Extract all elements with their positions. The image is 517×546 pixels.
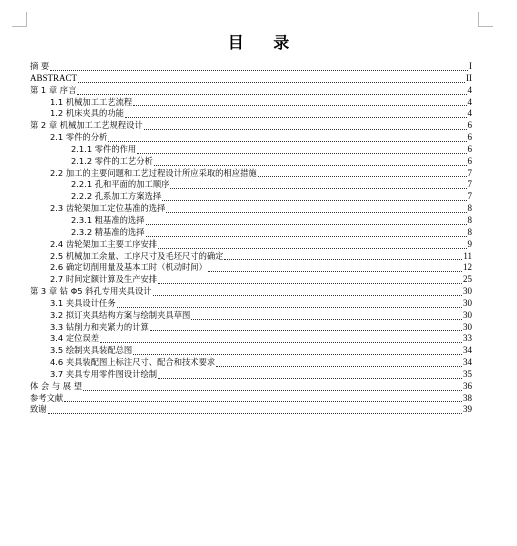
dot-leader [191, 319, 462, 320]
toc-entry-page-number: 36 [463, 380, 472, 391]
toc-entry[interactable] [30, 132, 472, 144]
toc-entry-label: 第 3 章 钻 Φ5 斜孔专用夹具设计 [30, 286, 152, 297]
dot-leader [83, 390, 462, 391]
toc-entry-label: 致谢 [30, 404, 47, 415]
toc-entry[interactable] [30, 274, 472, 286]
dot-leader [224, 259, 462, 260]
toc-entry-page-number: 12 [463, 262, 472, 273]
dot-leader [216, 366, 462, 367]
toc-entry-page-number: 39 [463, 404, 472, 415]
dot-leader [133, 105, 466, 106]
toc-entry[interactable] [30, 156, 472, 168]
dot-leader [146, 236, 467, 237]
toc-entry[interactable] [30, 393, 472, 405]
toc-entry[interactable] [30, 298, 472, 310]
toc-entry[interactable] [30, 322, 472, 334]
toc-entry-page-number: II [466, 72, 472, 83]
toc-entry[interactable] [30, 179, 472, 191]
toc-entry-label: 2.6 确定切削用量及基本工时（机动时间） [50, 262, 207, 273]
toc-entry-label: 3.5 绘制夹具装配总图 [50, 345, 133, 356]
toc-entry-page-number: 4 [467, 108, 472, 119]
toc-entry-label: 摘 要 [30, 61, 50, 71]
dot-leader [154, 165, 467, 166]
toc-entry-page-number: 6 [467, 132, 472, 143]
toc-entry-label: 2.1.2 零件的工艺分析 [71, 155, 153, 166]
toc-entry-page-number: 8 [467, 226, 472, 237]
toc-entry-page-number: 38 [463, 392, 472, 403]
toc-entry-page-number: 7 [467, 191, 472, 202]
toc-entry-label: 2.3 齿轮架加工定位基准的选择 [50, 203, 166, 214]
dot-leader [150, 330, 462, 331]
toc-entry-label: 体 会 与 展 望 [30, 380, 83, 391]
toc-entry-page-number: 6 [467, 143, 472, 154]
dot-leader [137, 153, 466, 154]
toc-entry[interactable] [30, 310, 472, 322]
toc-entry[interactable] [30, 369, 472, 381]
toc-entry[interactable] [30, 404, 472, 416]
toc-entry-page-number: 11 [463, 250, 472, 261]
toc-entry-page-number: 30 [463, 297, 472, 308]
toc-entry-page-number: 30 [463, 321, 472, 332]
toc-entry-label: 2.5 机械加工余量、工序尺寸及毛坯尺寸的确定 [50, 250, 224, 261]
toc-entry-page-number: 34 [463, 357, 472, 368]
toc-entry-label: 2.2.2 孔系加工方案选择 [71, 191, 162, 202]
toc-entry-page-number: 6 [467, 120, 472, 131]
table-of-contents [30, 61, 472, 416]
toc-entry-page-number: 4 [467, 84, 472, 95]
toc-entry[interactable] [30, 144, 472, 156]
toc-entry-label: ABSTRACT [30, 72, 78, 83]
dot-leader [64, 401, 462, 402]
toc-entry-page-number: 8 [467, 214, 472, 225]
dot-leader [208, 271, 462, 272]
dot-leader [170, 188, 466, 189]
toc-title: 目 录 [227, 33, 302, 52]
toc-entry[interactable] [30, 357, 472, 369]
crop-mark-top-right [478, 12, 493, 27]
toc-entry[interactable] [30, 203, 472, 215]
dot-leader [162, 200, 466, 201]
dot-leader [108, 141, 466, 142]
toc-entry-label: 2.7 时间定额计算及生产安排 [50, 274, 158, 285]
dot-leader [146, 224, 467, 225]
toc-entry[interactable] [30, 168, 472, 180]
toc-entry[interactable] [30, 381, 472, 393]
dot-leader [158, 248, 466, 249]
dot-leader [158, 378, 462, 379]
dot-leader [144, 129, 467, 130]
toc-entry-page-number: 9 [467, 238, 472, 249]
toc-entry[interactable] [30, 73, 472, 85]
toc-entry-page-number: 8 [467, 203, 472, 214]
dot-leader [77, 94, 466, 95]
toc-entry-page-number: 35 [463, 368, 472, 379]
toc-entry[interactable] [30, 239, 472, 251]
toc-entry[interactable] [30, 108, 472, 120]
dot-leader [258, 176, 467, 177]
toc-entry-label: 3.1 夹具设计任务 [50, 297, 116, 308]
toc-entry-page-number: 34 [463, 345, 472, 356]
toc-entry-label: 2.1.1 零件的作用 [71, 143, 137, 154]
dot-leader [48, 413, 462, 414]
toc-entry[interactable] [30, 345, 472, 357]
toc-entry-page-number: 4 [467, 96, 472, 107]
toc-entry-label: 3.7 夹具专用零件图设计绘制 [50, 368, 158, 379]
toc-entry-label: 3.4 定位误差 [50, 333, 100, 344]
crop-mark-top-left [12, 12, 27, 27]
toc-entry[interactable] [30, 251, 472, 263]
toc-entry-page-number: I [469, 61, 472, 71]
toc-entry[interactable] [30, 286, 472, 298]
toc-entry-label: 2.1 零件的分析 [50, 132, 108, 143]
toc-entry-page-number: 33 [463, 333, 472, 344]
toc-entry-label: 1.2 机床夹具的功能 [50, 108, 124, 119]
toc-entry-label: 1.1 机械加工工艺流程 [50, 96, 133, 107]
toc-entry-page-number: 7 [467, 167, 472, 178]
dot-leader [117, 307, 462, 308]
toc-entry-label: 第 1 章 序言 [30, 84, 77, 95]
toc-entry-label: 4.6 夹具装配图上标注尺寸、配合和技术要求 [50, 357, 216, 368]
dot-leader [133, 354, 462, 355]
toc-entry[interactable] [30, 227, 472, 239]
dot-leader [50, 70, 468, 71]
dot-leader [153, 295, 462, 296]
toc-entry[interactable] [30, 191, 472, 203]
dot-leader [100, 342, 462, 343]
dot-leader [125, 117, 467, 118]
toc-entry[interactable] [30, 215, 472, 227]
toc-entry-label: 参考文献 [30, 392, 64, 403]
toc-entry[interactable] [30, 97, 472, 109]
toc-entry-page-number: 30 [463, 309, 472, 320]
toc-entry-label: 2.3.1 粗基准的选择 [71, 214, 145, 225]
toc-entry-label: 2.4 齿轮架加工主要工序安排 [50, 238, 158, 249]
toc-entry-label: 3.3 钻削力和夹紧力的计算 [50, 321, 149, 332]
dot-leader [166, 212, 466, 213]
dot-leader [78, 82, 465, 83]
toc-entry[interactable] [30, 85, 472, 97]
toc-entry-label: 3.2 拟订夹具结构方案与绘制夹具草图 [50, 309, 191, 320]
toc-entry-page-number: 25 [463, 274, 472, 285]
toc-entry[interactable] [30, 61, 472, 73]
toc-entry-page-number: 30 [463, 286, 472, 297]
toc-entry-label: 第 2 章 机械加工工艺规程设计 [30, 120, 143, 131]
toc-entry-label: 2.2.1 孔和平面的加工顺序 [71, 179, 170, 190]
toc-entry[interactable] [30, 333, 472, 345]
dot-leader [158, 283, 462, 284]
toc-entry-page-number: 7 [467, 179, 472, 190]
toc-entry-label: 2.3.2 精基准的选择 [71, 226, 145, 237]
toc-entry[interactable] [30, 120, 472, 132]
toc-entry-label: 2.2 加工的主要问题和工艺过程设计所应采取的相应措施 [50, 167, 257, 178]
toc-entry[interactable] [30, 262, 472, 274]
toc-entry-page-number: 6 [467, 155, 472, 166]
